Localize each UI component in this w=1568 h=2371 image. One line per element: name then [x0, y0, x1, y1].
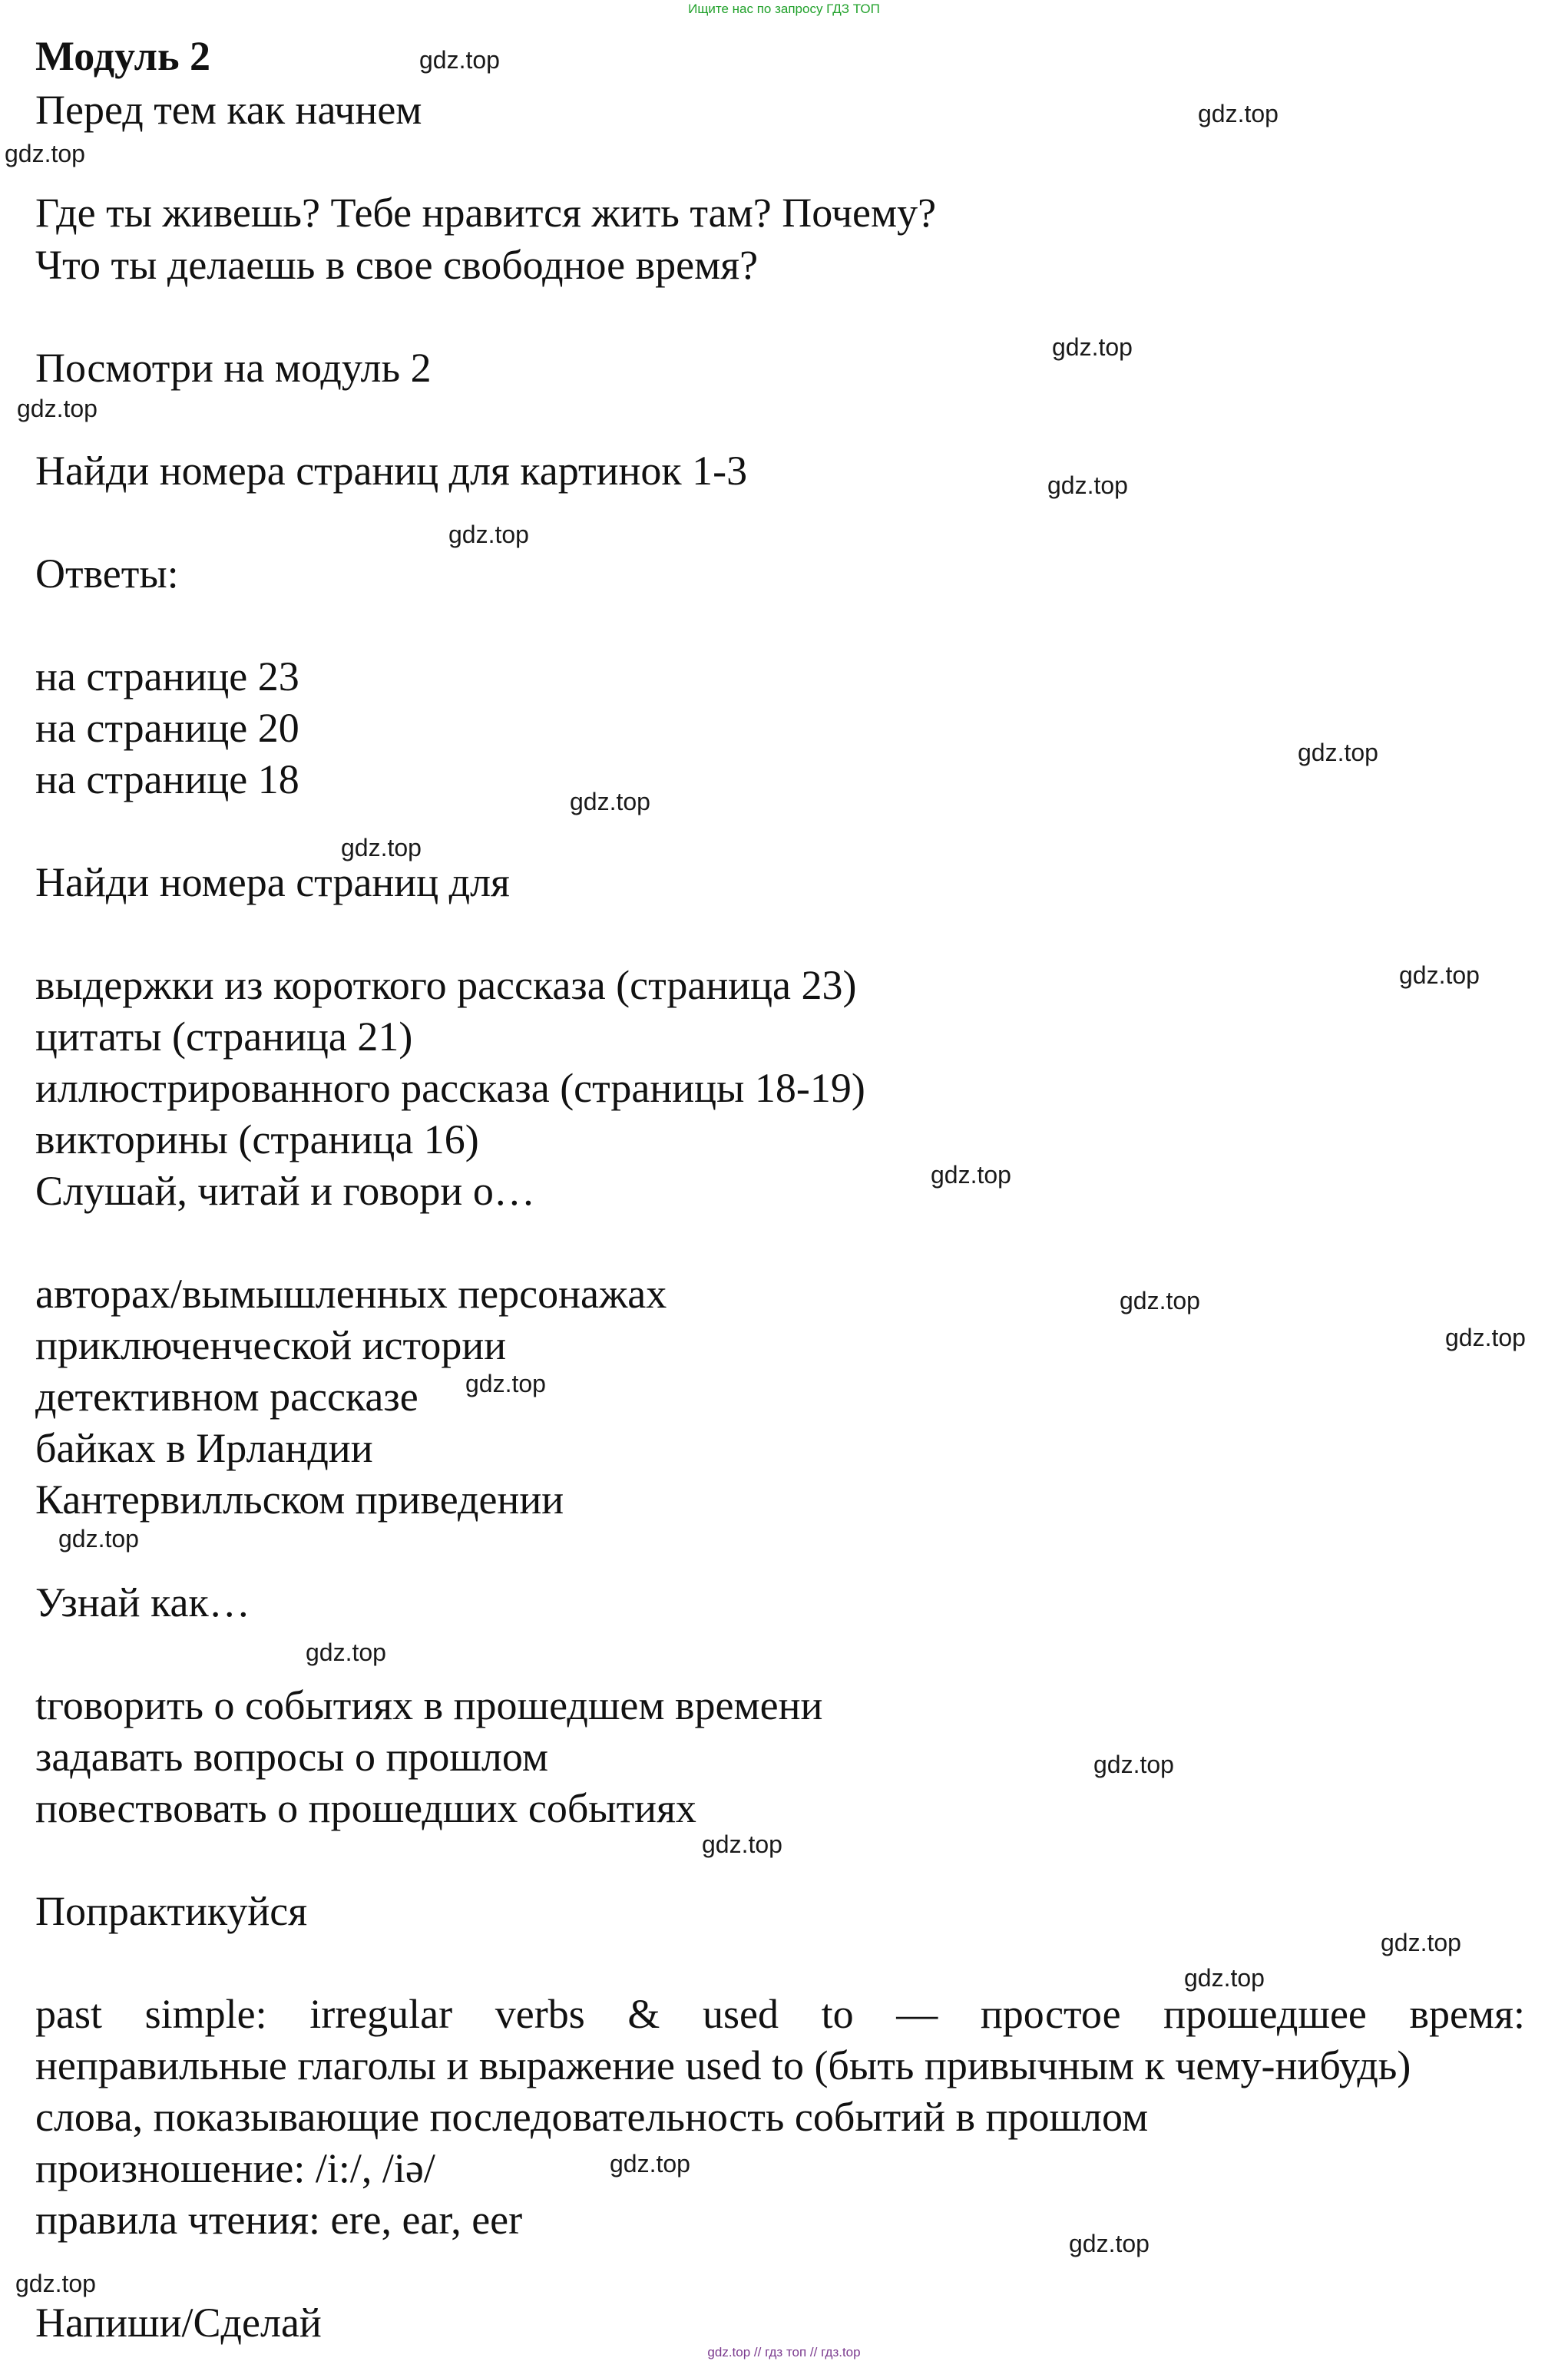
- intro-question-2: Что ты делаешь в свое свободное время?: [35, 242, 759, 288]
- topic-item: приключенческой истории: [35, 1322, 507, 1368]
- watermark: gdz.top: [5, 140, 85, 167]
- watermark: gdz.top: [15, 2270, 96, 2297]
- watermark: gdz.top: [341, 834, 422, 861]
- practice-item-justified: past simple: irregular verbs & used to — простое прошедшее время:: [35, 1991, 1525, 2037]
- topic-item: Кантервилльском приведении: [35, 1477, 564, 1523]
- practice-heading: Попрактикуйся: [35, 1888, 308, 1934]
- find-pictures-instruction: Найди номера страниц для картинок 1-3: [35, 448, 748, 494]
- page-list-item: иллюстрированного рассказа (страницы 18-19): [35, 1065, 865, 1111]
- watermark: gdz.top: [1093, 1751, 1174, 1778]
- topic-item: детективном рассказе: [35, 1374, 418, 1420]
- watermark: gdz.top: [702, 1830, 782, 1858]
- page-title: Модуль 2: [35, 33, 211, 79]
- watermark: gdz.top: [1399, 961, 1480, 989]
- watermark: gdz.top: [448, 521, 529, 548]
- watermark: gdz.top: [1052, 333, 1133, 361]
- watermark: gdz.top: [58, 1525, 139, 1553]
- watermark: gdz.top: [570, 788, 650, 815]
- learn-item: повествовать о прошедших событиях: [35, 1785, 696, 1831]
- watermark: gdz.top: [1298, 739, 1378, 766]
- learn-item: задавать вопросы о прошлом: [35, 1734, 549, 1780]
- learn-item: tговорить о событиях в прошедшем времени: [35, 1682, 823, 1728]
- footer-note: gdz.top // гдз топ // гдз.top: [707, 2345, 861, 2359]
- watermark: gdz.top: [1445, 1324, 1526, 1351]
- listen-heading: Слушай, читай и говори о…: [35, 1168, 535, 1214]
- intro-heading: Перед тем как начнем: [35, 87, 422, 133]
- watermark: gdz.top: [1069, 2230, 1150, 2257]
- topic-item: авторах/вымышленных персонажах: [35, 1271, 667, 1317]
- topic-item: байках в Ирландии: [35, 1425, 373, 1471]
- answer-line: на странице 18: [35, 756, 299, 802]
- answer-line: на странице 20: [35, 705, 299, 751]
- practice-item: произношение: /i:/, /iə/: [35, 2145, 435, 2191]
- page-list-item: цитаты (страница 21): [35, 1014, 413, 1060]
- watermark: gdz.top: [306, 1639, 386, 1666]
- watermark: gdz.top: [931, 1161, 1011, 1189]
- practice-item: неправильные глаголы и выражение used to (быть привычным к чему-нибудь): [35, 2042, 1411, 2088]
- watermark: gdz.top: [1120, 1287, 1200, 1314]
- answer-line: на странице 23: [35, 653, 299, 699]
- learn-heading: Узнай как…: [35, 1579, 250, 1625]
- watermark: gdz.top: [1184, 1964, 1265, 1992]
- watermark: gdz.top: [610, 2150, 690, 2178]
- watermark: gdz.top: [1381, 1929, 1461, 1956]
- look-at-module: Посмотри на модуль 2: [35, 345, 432, 391]
- header-note: Ищите нас по запросу ГДЗ ТОП: [688, 2, 880, 16]
- watermark: gdz.top: [465, 1370, 546, 1397]
- watermark: gdz.top: [1198, 100, 1279, 127]
- watermark: gdz.top: [17, 395, 98, 422]
- write-heading: Напиши/Сделай: [35, 2300, 322, 2346]
- watermark: gdz.top: [1047, 471, 1128, 499]
- page-list-item: викторины (страница 16): [35, 1116, 479, 1162]
- answers-heading: Ответы:: [35, 551, 179, 597]
- practice-item: правила чтения: ere, ear, eer: [35, 2197, 523, 2243]
- find-pages-instruction: Найди номера страниц для: [35, 859, 510, 905]
- watermark: gdz.top: [419, 46, 500, 74]
- practice-item: слова, показывающие последовательность событий в прошлом: [35, 2094, 1149, 2140]
- page-list-item: выдержки из короткого рассказа (страница 23): [35, 962, 857, 1008]
- intro-question-1: Где ты живешь? Тебе нравится жить там? Почему?: [35, 190, 937, 236]
